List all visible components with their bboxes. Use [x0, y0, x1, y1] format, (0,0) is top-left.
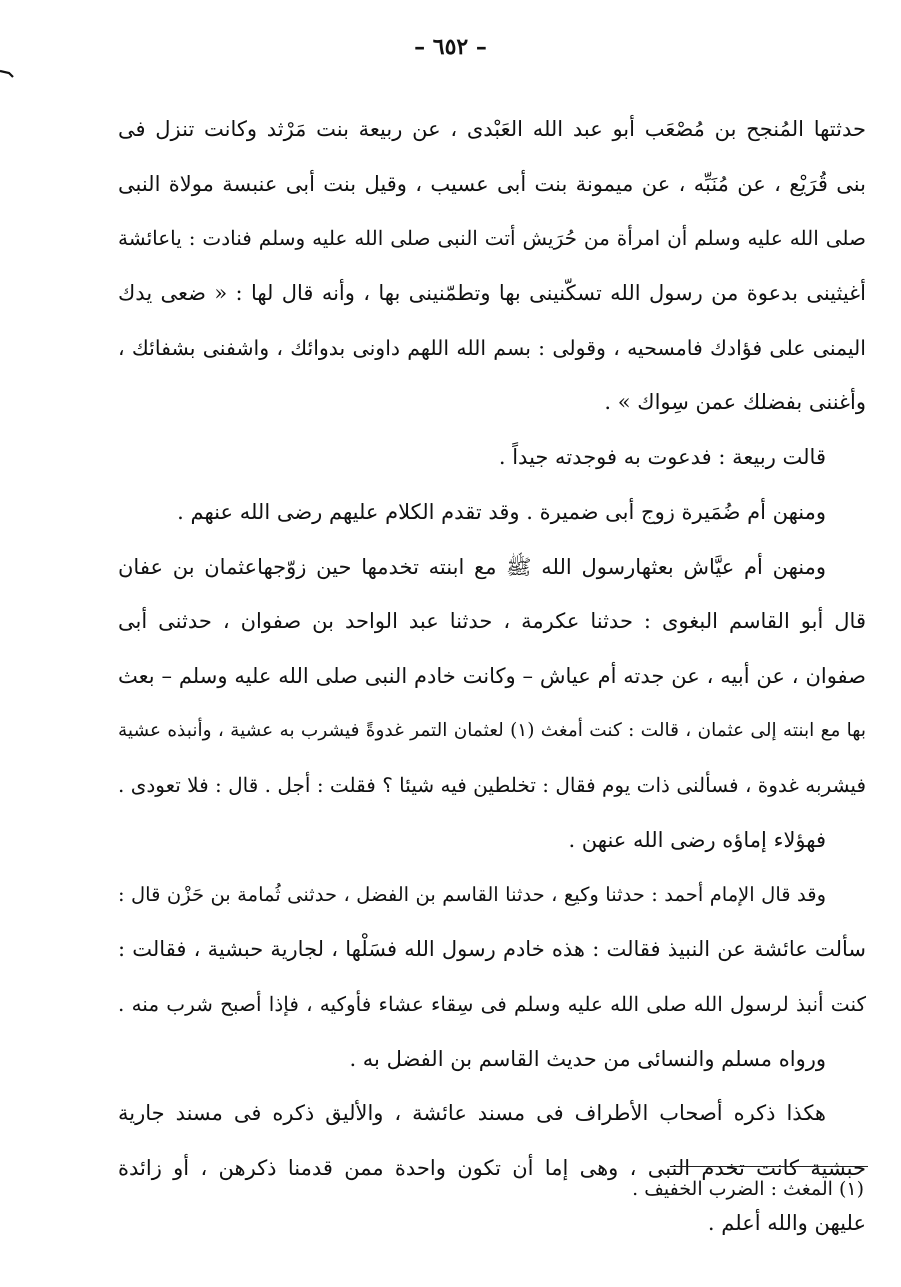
text-line: ومنهن أم ضُمَيرة زوج أبى ضميرة . وقد تقدم الكلام عليهم رضى الله عنهم .: [177, 499, 826, 524]
text-line: كنت أنبذ لرسول الله صلى الله عليه وسلم فى سِقاء عشاء فأوكيه ، فإذا أصبح شرب منه .: [118, 992, 866, 1016]
text-line: هكذا ذكره أصحاب الأطراف فى مسند عائشة ، والأليق ذكره فى مسند جارية: [118, 1101, 826, 1126]
text-line: عليهن والله أعلم .: [707, 1210, 866, 1235]
footnote-separator: [670, 1166, 868, 1167]
text-line: قال أبو القاسم البغوى : حدثنا عكرمة ، حدثنا عبد الواحد بن صفوان ، حدثنى أبى: [118, 609, 866, 634]
text-line: بها مع ابنته إلى عثمان ، قالت : كنت أمغث (١) لعثمان التمر غدوةً فيشرب به عشية ، وأنبذه عشية: [118, 719, 866, 741]
text-line: وقد قال الإمام أحمد : حدثنا وكيع ، حدثنا القاسم بن الفضل ، حدثنى ثُمامة بن حَزْن قال :: [118, 882, 826, 906]
text-line: فيشربه غدوة ، فسألنى ذات يوم فقال : تخلطين فيه شيئا ؟ فقلت : أجل . قال : فلا تعودى .: [118, 773, 866, 798]
margin-mark: [0, 68, 14, 78]
text-line: فهؤلاء إماؤه رضى الله عنهن .: [568, 827, 826, 852]
text-line: سألت عائشة عن النبيذ فقالت : هذه خادم رسول الله فسَلْها ، لجارية حبشية ، فقالت :: [118, 937, 866, 962]
text-line: حدثتها المُنجح بن مُصْعَب أبو عبد الله العَبْدى ، عن ربيعة بنت مَرْثد وكانت تنزل فى: [118, 117, 866, 141]
text-line: حبشية كانت تخدم النبى ، وهى إما أن تكون واحدة ممن قدمنا ذكرهن ، أو زائدة: [118, 1156, 866, 1181]
main-text: [118, 102, 866, 1250]
text-line: اليمنى على فؤادك فامسحيه ، وقولى : بسم الله اللهم داونى بدوائك ، واشفنى بشفائك ،: [118, 335, 866, 360]
text-line: صلى الله عليه وسلم أن امرأة من حُرَيش أتت النبى صلى الله عليه وسلم فنادت : ياعائشة: [118, 226, 866, 251]
text-line: بنى قُرَيْع ، عن مُنَبِّه ، عن ميمونة بنت أبى عسيب ، وقيل بنت أبى عنبسة مولاة النبى: [118, 171, 866, 196]
text-line: ورواه مسلم والنسائى من حديث القاسم بن الفضل به .: [349, 1046, 826, 1071]
footnote: (١) المغث : الضرب الخفيف .: [632, 1178, 864, 1200]
text-line: أغيثينى بدعوة من رسول الله تسكّنينى بها وتطمّنينى بها ، وأنه قال لها : « ضعى يدك: [118, 281, 866, 306]
text-line: وأغننى بفضلك عمن سِواك » .: [604, 390, 866, 415]
text-line: قالت ربيعة : فدعوت به فوجدته جيداً .: [498, 445, 826, 470]
text-line: ومنهن أم عيَّاش بعثهارسول الله ﷺ مع ابنته تخدمها حين زوّجهاعثمان بن عفان: [118, 554, 826, 579]
text-line: صفوان ، عن أبيه ، عن جدته أم عياش – وكانت خادم النبى صلى الله عليه وسلم – بعث: [118, 663, 866, 688]
page-number: – ٦٥٢ –: [414, 34, 487, 60]
